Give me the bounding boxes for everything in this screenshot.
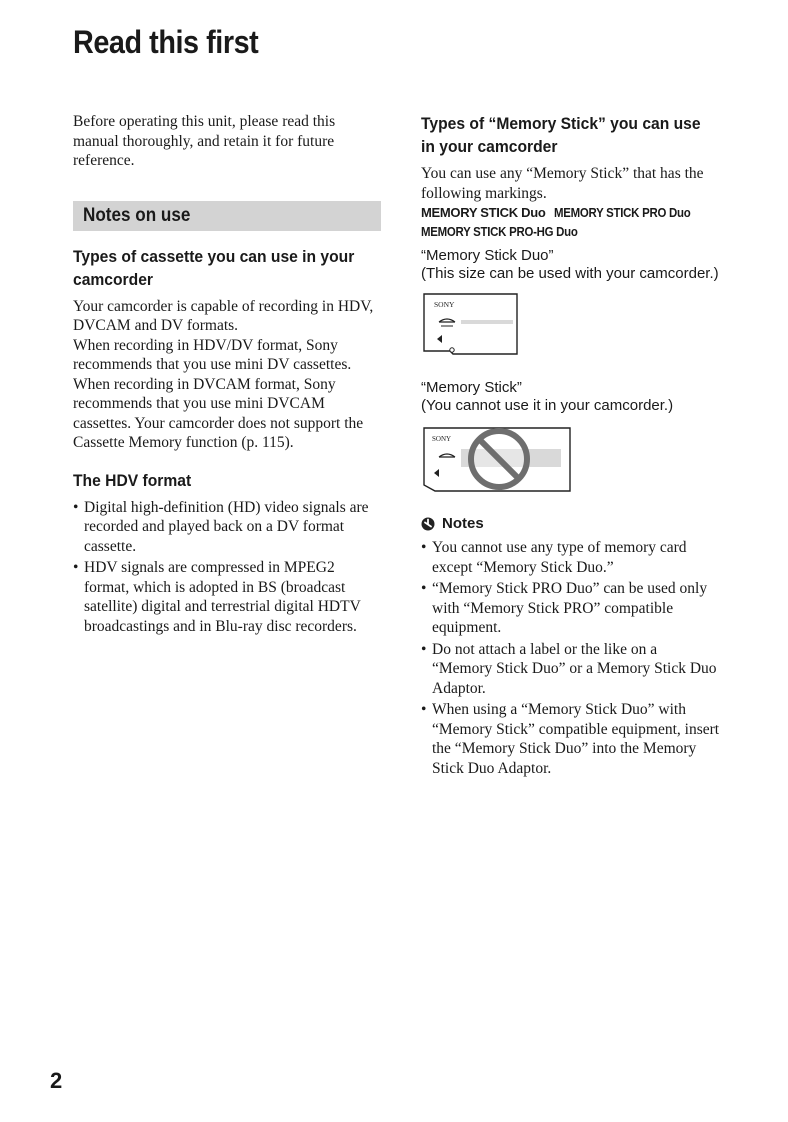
page-number: 2 (50, 1068, 63, 1093)
memory-stick-standard-card (423, 427, 573, 493)
logo-memory-stick-pro-duo: MEMORY STICK PRO Duo (554, 205, 691, 220)
hdv-heading: The HDV format (73, 470, 192, 490)
std-note: (You cannot use it in your camcorder.) (421, 397, 674, 414)
duo-caption: “Memory Stick Duo” (421, 247, 554, 264)
list-item: • HDV signals are compressed in MPEG2 format, which is adopted in BS (broadcast satellite) digital and terrestrial digital HDTV broadcastings and in Blu-ray disc recorders. (73, 558, 381, 636)
std-caption: “Memory Stick” (421, 379, 522, 396)
svg-text:SONY: SONY (432, 435, 452, 443)
prohibited-icon (471, 431, 527, 487)
memory-stick-intro: You can use any “Memory Stick” that has the following markings. (421, 165, 704, 202)
cassette-paragraph: Your camcorder is capable of recording in HDV, DVCAM and DV formats. (73, 297, 374, 334)
hdv-list (73, 498, 381, 637)
list-item: • You cannot use any type of memory card except “Memory Stick Duo.” (421, 538, 721, 577)
right-column (421, 112, 721, 780)
std-caption-block (421, 379, 721, 415)
duo-caption-block (421, 247, 721, 283)
notes-on-use-bar (73, 201, 381, 231)
logo-memory-stick-duo: MEMORY STICK Duo (421, 205, 546, 220)
memory-stick-duo-card (423, 293, 519, 355)
notes-header (421, 515, 721, 532)
memory-stick-heading: Types of “Memory Stick” you can use in your camcorder (421, 114, 701, 156)
list-item: • Do not attach a label or the like on a “Memory Stick Duo” or a Memory Stick Duo Adaptor. (421, 640, 721, 699)
notes-list (421, 538, 721, 778)
logo-memory-stick-pro-hg-duo: MEMORY STICK PRO-HG Duo (421, 224, 578, 239)
duo-note: (This size can be used with your camcorder.) (421, 265, 719, 282)
notes-caution-icon (421, 517, 435, 531)
cassette-paragraph: When recording in DVCAM format, Sony recommends that you use mini DVCAM cassettes. Your camcorder does not support the Cassette Memory function (p. 115). (73, 375, 364, 451)
std-card-figure (423, 427, 721, 493)
memory-stick-logos (421, 203, 721, 241)
list-item: • When using a “Memory Stick Duo” with “Memory Stick” compatible equipment, insert the “Memory Stick Duo” into the Memory Stick Duo Adaptor. (421, 700, 721, 778)
list-item: • “Memory Stick PRO Duo” can be used only with “Memory Stick PRO” compatible equipment. (421, 579, 721, 638)
cassette-paragraph: When recording in HDV/DV format, Sony recommends that you use mini DV cassettes. (73, 336, 352, 373)
intro-paragraph: Before operating this unit, please read this manual thoroughly, and retain it for future reference. (73, 113, 336, 169)
notes-label: Notes (442, 515, 484, 532)
page-title: Read this first (73, 24, 259, 60)
section-title: Notes on use (83, 204, 191, 226)
duo-card-figure (423, 293, 721, 355)
left-column (73, 112, 381, 638)
cassette-heading: Types of cassette you can use in your camcorder (73, 246, 355, 289)
card-brand: SONY (434, 300, 455, 309)
list-item: • Digital high-definition (HD) video signals are recorded and played back on a DV format cassette. (73, 498, 381, 557)
